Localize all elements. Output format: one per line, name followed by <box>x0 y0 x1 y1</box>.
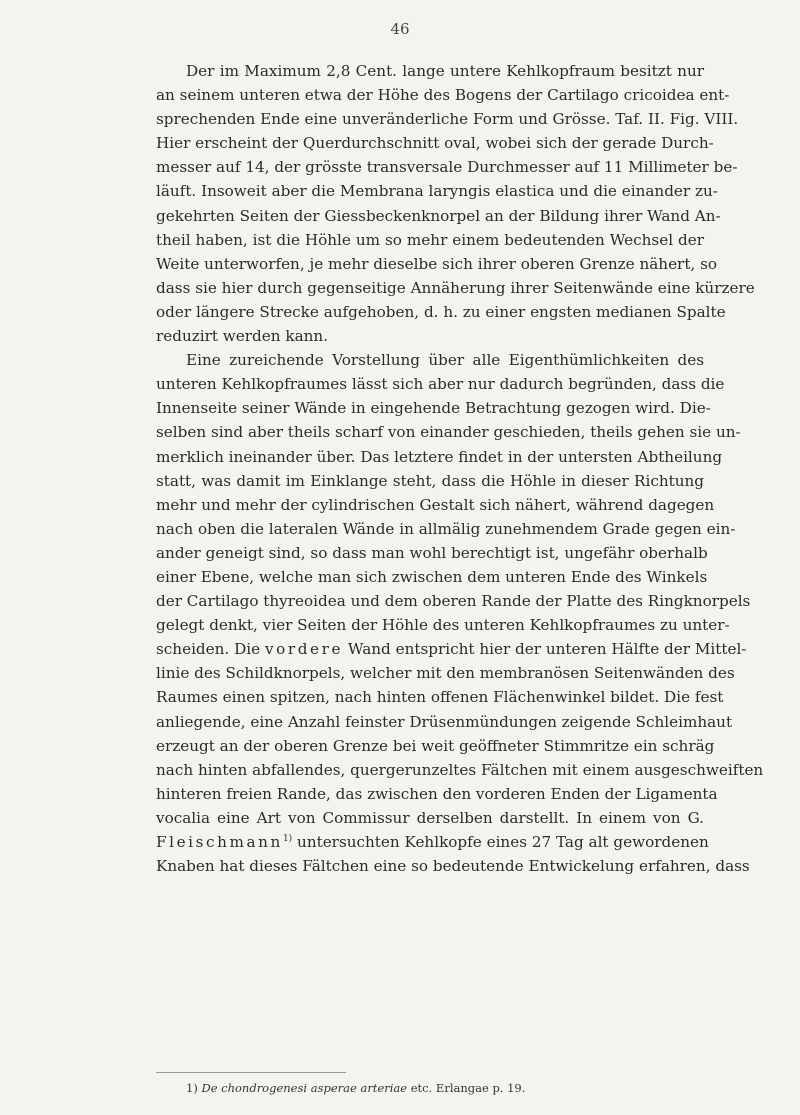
text-line: hinteren freien Rande, das zwischen den vorderen Enden der Ligamenta <box>156 784 718 803</box>
text-line: nach oben die lateralen Wände in allmälig zunehmendem Grade gegen ein- <box>156 519 736 538</box>
text-line: anliegende, eine Anzahl feinster Drüsenmündungen zeigende Schleimhaut <box>156 712 733 731</box>
text-line: Raumes einen spitzen, nach hinten offenen Flächenwinkel bildet. Die fest <box>156 688 724 707</box>
text-line: statt, was damit im Einklange steht, dass die Höhle in dieser Richtung <box>156 471 704 490</box>
text-segment: scheiden. Die <box>156 640 261 659</box>
spaced-author-name: Fleischmann <box>156 833 283 851</box>
text-line: der Cartilago thyreoidea und dem oberen Rande der Platte des Ringknorpels <box>156 592 751 611</box>
text-line: reduzirt werden kann. <box>156 327 329 346</box>
text-line: linie des Schildknorpels, welcher mit den membranösen Seitenwänden des <box>156 664 735 683</box>
text-segment: Wand entspricht hier der unteren Hälfte der Mittel- <box>347 640 747 659</box>
text-line: gekehrten Seiten der Giessbeckenknorpel an der Bildung ihrer Wand An- <box>156 206 721 225</box>
text-line: an seinem unteren etwa der Höhe des Bogens der Cartilago cricoidea ent- <box>156 86 730 105</box>
text-line: Innenseite seiner Wände in eingehende Betrachtung gezogen wird. Die- <box>156 399 711 418</box>
footnote-divider <box>156 1072 346 1073</box>
text-line: Weite unterworfen, je mehr dieselbe sich ihrer oberen Grenze nähert, so <box>156 254 718 273</box>
text-line: erzeugt an der oberen Grenze bei weit geöffneter Stimmritze ein schräg <box>156 736 715 755</box>
text-segment: untersuchten Kehlkopfe eines 27 Tag alt gewordenen <box>297 833 709 851</box>
text-line: einer Ebene, welche man sich zwischen dem unteren Ende des Winkels <box>156 567 708 586</box>
text-line: nach hinten abfallendes, quergerunzeltes Fältchen mit einem ausgeschweiften <box>156 760 764 779</box>
text-line: messer auf 14, der grösste transversale Durchmesser auf 11 Millimeter be- <box>156 158 738 177</box>
text-line: Hier erscheint der Querdurchschnitt oval, wobei sich der gerade Durch- <box>156 134 714 153</box>
text-line: Der im Maximum 2,8 Cent. lange untere Kehlkopfraum besitzt nur <box>186 62 704 80</box>
page-number: 46 <box>390 20 410 38</box>
text-line: läuft. Insoweit aber die Membrana laryngis elastica und die einander zu- <box>156 182 718 201</box>
text-line <box>156 637 747 661</box>
text-line: merklich ineinander über. Das letztere findet in der untersten Abtheilung <box>156 447 723 466</box>
text-line: theil haben, ist die Höhle um so mehr einem bedeutenden Wechsel der <box>156 230 704 249</box>
spaced-term: vordere <box>264 640 344 659</box>
text-line: selben sind aber theils scharf von einander geschieden, theils gehen sie un- <box>156 423 741 442</box>
text-line: gelegt denkt, vier Seiten der Höhle des unteren Kehlkopfraumes zu unter- <box>156 616 730 635</box>
footnote-reference: 1) <box>282 833 293 844</box>
text-line: sprechenden Ende eine unveränderliche Form und Grösse. Taf. II. Fig. VIII. <box>156 110 739 129</box>
body-text <box>156 59 764 878</box>
footnote-title: De chondrogenesi asperae arteriae <box>201 1081 408 1095</box>
text-line: dass sie hier durch gegenseitige Annäherung ihrer Seitenwände eine kürzere <box>156 278 755 297</box>
text-line: Knaben hat dieses Fältchen eine so bedeutende Entwickelung erfahren, dass <box>156 857 750 876</box>
text-line: ander geneigt sind, so dass man wohl berechtigt ist, ungefähr oberhalb <box>156 543 708 562</box>
text-line <box>156 830 709 854</box>
footnote-citation: etc. Erlangae p. 19. <box>410 1081 526 1095</box>
text-line: mehr und mehr der cylindrischen Gestalt sich nähert, während dagegen <box>156 495 715 514</box>
text-line: Eine zureichende Vorstellung über alle Eigenthümlichkeiten des <box>186 351 704 370</box>
text-line: oder längere Strecke aufgehoben, d. h. zu einer engsten medianen Spalte <box>156 302 726 321</box>
text-line: vocalia eine Art von Commissur derselben darstellt. In einem von G. <box>156 808 704 827</box>
footnote <box>186 1080 525 1096</box>
text-line: unteren Kehlkopfraumes lässt sich aber nur dadurch begründen, dass die <box>156 375 725 394</box>
footnote-marker: 1) <box>186 1081 198 1095</box>
